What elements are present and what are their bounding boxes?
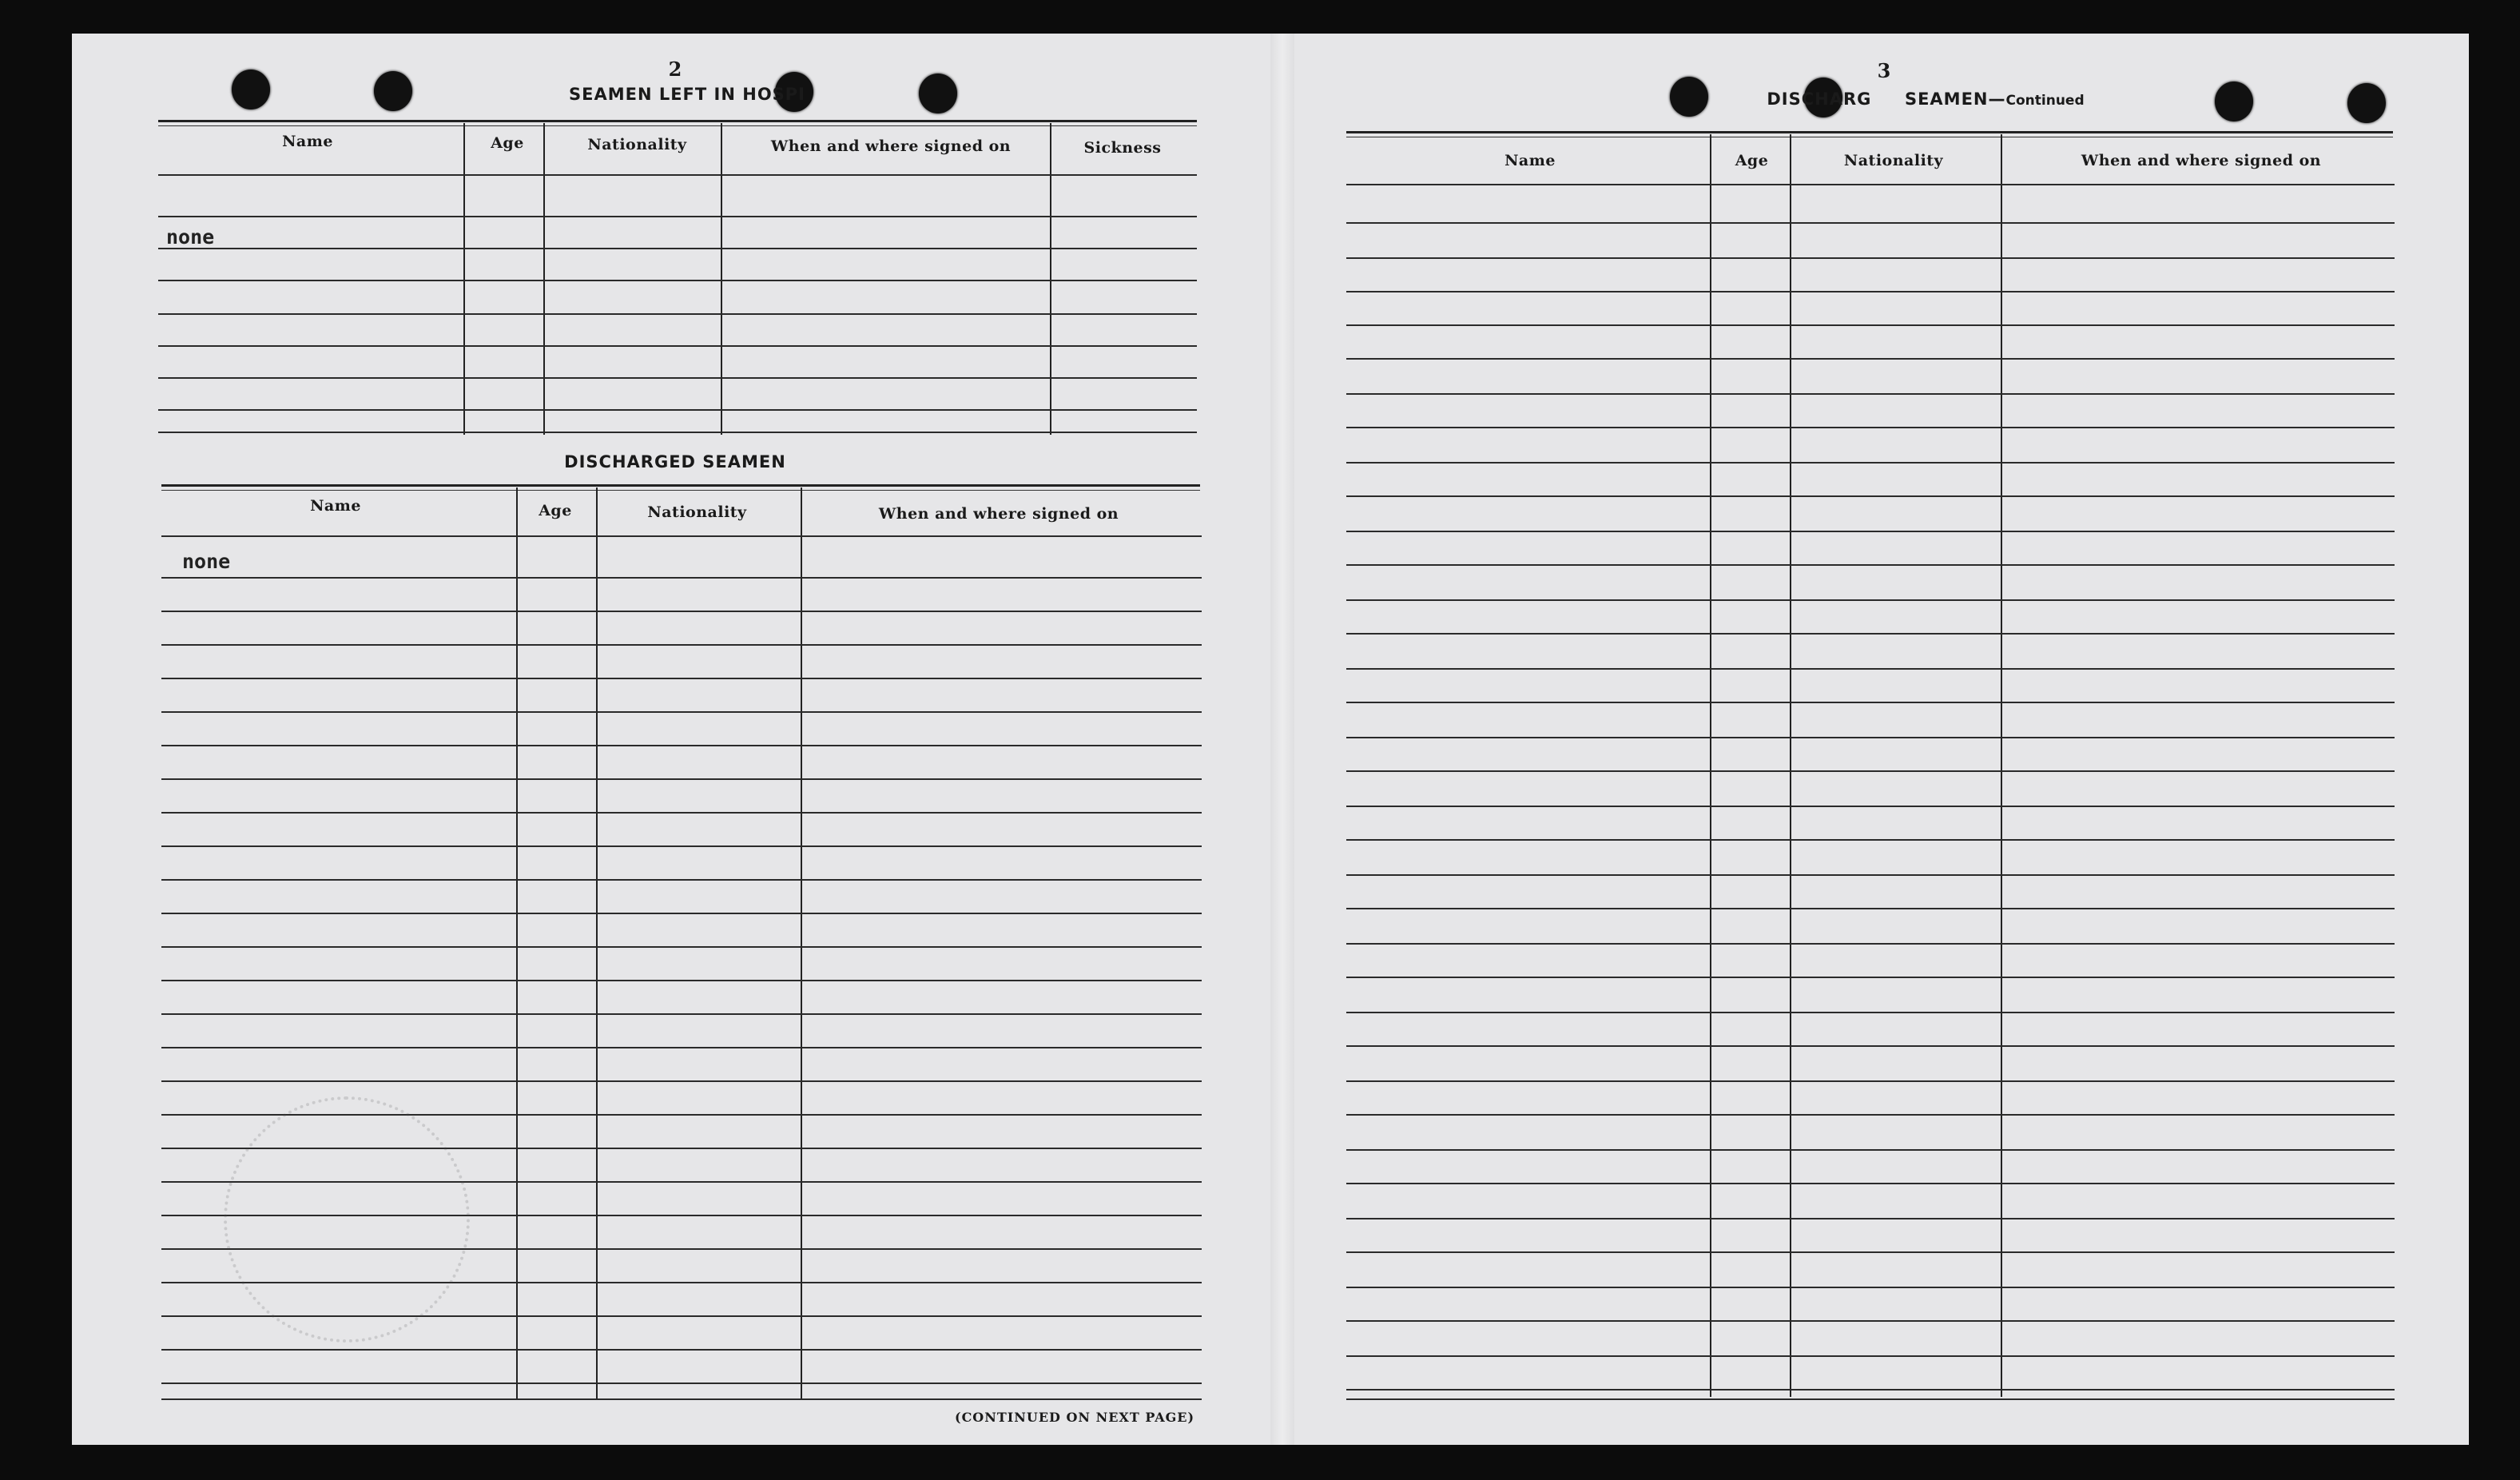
table-row-rule xyxy=(1346,462,2395,463)
table-row-rule xyxy=(158,280,1197,281)
section-title-hospital: SEAMEN LEFT IN HOSPI xyxy=(568,85,805,104)
table-row-rule xyxy=(1346,531,2395,532)
table-row-rule xyxy=(1346,1355,2395,1357)
table-row-rule xyxy=(158,313,1197,315)
table-row-rule xyxy=(161,845,1202,847)
table-row-rule xyxy=(1346,358,2395,360)
table-row-rule xyxy=(1346,564,2395,566)
col-header-name: Name xyxy=(282,133,333,150)
table-row-rule xyxy=(161,678,1202,679)
discharged-entry: none xyxy=(182,550,231,573)
punch-hole xyxy=(919,74,957,113)
table-row-rule xyxy=(1346,1389,2395,1390)
table-row-rule xyxy=(1346,257,2395,259)
table-row-rule xyxy=(161,879,1202,881)
table-row-rule xyxy=(158,248,1197,249)
column-divider xyxy=(516,487,518,1400)
table-row-rule xyxy=(1346,1287,2395,1288)
col-header-name: Name xyxy=(310,497,361,515)
table-row-rule xyxy=(1346,668,2395,670)
table-row-rule xyxy=(1346,324,2395,326)
table-row-rule xyxy=(161,745,1202,746)
col-header-nationality: Nationality xyxy=(1843,152,1944,169)
column-divider xyxy=(2001,134,2002,1397)
table-row-rule xyxy=(161,644,1202,646)
table-row-rule xyxy=(1346,1218,2395,1219)
table-row-rule xyxy=(158,432,1197,433)
document-sheet xyxy=(72,34,2469,1445)
table-row-rule xyxy=(1346,184,2395,185)
section-title-discharged-continued: DISCHARG SEAMEN—Continued xyxy=(1767,90,2085,109)
table-row-rule xyxy=(161,980,1202,981)
table-top-rule xyxy=(1346,131,2393,137)
table-row-rule xyxy=(1346,737,2395,738)
table-row-rule xyxy=(161,1398,1202,1400)
table-row-rule xyxy=(161,812,1202,814)
left-page xyxy=(72,34,1278,1445)
table-row-rule xyxy=(158,409,1197,411)
continued-note: (CONTINUED ON NEXT PAGE) xyxy=(955,1410,1195,1425)
table-row-rule xyxy=(1346,908,2395,909)
col-header-name: Name xyxy=(1504,152,1556,169)
col-header-nationality: Nationality xyxy=(587,136,687,153)
table-row-rule xyxy=(1346,1080,2395,1082)
table-row-rule xyxy=(1346,495,2395,497)
table-row-rule xyxy=(1346,1114,2395,1116)
table-row-rule xyxy=(1346,393,2395,395)
right-page xyxy=(1278,34,2469,1445)
table-row-rule xyxy=(1346,874,2395,876)
col-header-nationality: Nationality xyxy=(647,503,747,521)
table-row-rule xyxy=(158,345,1197,347)
table-row-rule xyxy=(158,216,1197,217)
column-divider xyxy=(801,487,802,1400)
table-row-rule xyxy=(161,611,1202,612)
table-row-rule xyxy=(1346,1149,2395,1151)
table-row-rule xyxy=(161,535,1202,537)
col-header-signed-on: When and where signed on xyxy=(770,137,1012,155)
table-row-rule xyxy=(1346,839,2395,841)
table-row-rule xyxy=(1346,702,2395,703)
faded-stamp xyxy=(224,1096,470,1343)
table-row-rule xyxy=(1346,1012,2395,1013)
table-row-rule xyxy=(1346,1045,2395,1047)
col-header-age: Age xyxy=(539,502,572,519)
table-row-rule xyxy=(161,1349,1202,1351)
table-row-rule xyxy=(1346,1183,2395,1184)
table-row-rule xyxy=(1346,633,2395,635)
table-top-rule xyxy=(161,484,1200,491)
table-row-rule xyxy=(161,946,1202,948)
page-number: 3 xyxy=(1877,59,1891,82)
punch-hole xyxy=(2347,83,2386,123)
punch-hole xyxy=(232,70,270,109)
table-row-rule xyxy=(161,577,1202,579)
column-divider xyxy=(1710,134,1711,1397)
column-divider xyxy=(596,487,598,1400)
table-row-rule xyxy=(1346,222,2395,224)
col-header-signed-on: When and where signed on xyxy=(2081,152,2322,169)
table-row-rule xyxy=(1346,806,2395,807)
table-row-rule xyxy=(1346,1398,2395,1400)
col-header-age: Age xyxy=(1735,152,1769,169)
table-row-rule xyxy=(161,913,1202,914)
table-row-rule xyxy=(1346,977,2395,978)
table-row-rule xyxy=(158,174,1197,176)
table-row-rule xyxy=(161,711,1202,713)
page-number: 2 xyxy=(668,58,682,81)
table-row-rule xyxy=(161,1383,1202,1384)
table-row-rule xyxy=(161,778,1202,780)
column-divider xyxy=(1050,123,1051,435)
col-header-signed-on: When and where signed on xyxy=(878,505,1119,523)
column-divider xyxy=(721,123,722,435)
table-row-rule xyxy=(161,1047,1202,1048)
column-divider xyxy=(1790,134,1791,1397)
table-row-rule xyxy=(161,1013,1202,1015)
table-top-rule xyxy=(158,120,1197,126)
table-row-rule xyxy=(1346,599,2395,601)
col-header-sickness: Sickness xyxy=(1083,139,1162,157)
column-divider xyxy=(543,123,545,435)
punch-hole xyxy=(2215,82,2253,121)
table-row-rule xyxy=(1346,1251,2395,1253)
punch-hole xyxy=(374,71,412,111)
hospital-entry: none xyxy=(166,225,215,249)
table-row-rule xyxy=(1346,1320,2395,1322)
table-row-rule xyxy=(161,1080,1202,1082)
table-row-rule xyxy=(1346,427,2395,428)
table-row-rule xyxy=(1346,943,2395,945)
section-title-discharged: DISCHARGED SEAMEN xyxy=(564,452,786,471)
table-row-rule xyxy=(1346,770,2395,772)
col-header-age: Age xyxy=(491,134,524,152)
column-divider xyxy=(463,123,465,435)
table-row-rule xyxy=(158,377,1197,379)
table-row-rule xyxy=(1346,291,2395,292)
